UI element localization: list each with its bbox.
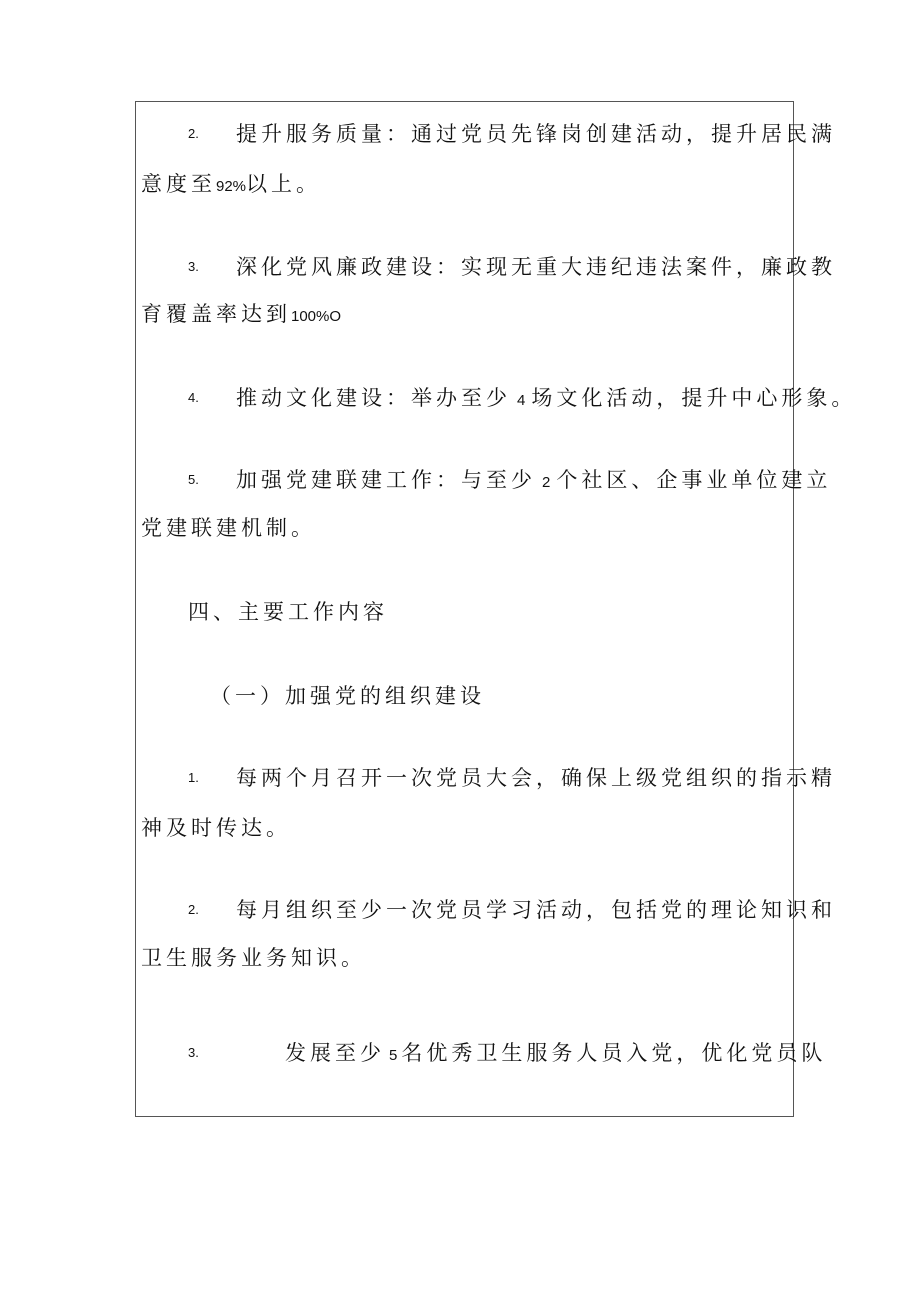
- item-text-line: [285, 1040, 826, 1069]
- item-text-line: [141, 171, 321, 200]
- item-text-line: 每两个月召开一次党员大会，确保上级党组织的指示精: [236, 766, 836, 790]
- text-span: 育覆盖率达到: [141, 302, 291, 326]
- text-span: 意度至: [141, 172, 216, 196]
- item-text-line: 每月组织至少一次党员学习活动，包括党的理论知识和: [236, 898, 836, 922]
- text-span: 推动文化建设：举办至少: [236, 386, 511, 410]
- item-number: 1.: [188, 770, 199, 785]
- item-text-line: 党建联建机制。: [141, 516, 316, 540]
- count: 5: [389, 1047, 398, 1064]
- percentage: 92%: [216, 178, 247, 195]
- text-span: 加强党建联建工作：与至少: [236, 468, 536, 492]
- subsection-heading: （一）加强党的组织建设: [210, 684, 485, 708]
- item-number: 5.: [188, 472, 199, 487]
- item-text-line: 卫生服务业务知识。: [141, 946, 366, 970]
- item-text-line: [236, 467, 831, 496]
- text-span: 场文化活动，提升中心形象。: [531, 386, 857, 410]
- item-number: 2.: [188, 902, 199, 917]
- item-text-line: 神及时传达。: [141, 816, 291, 840]
- item-text-line: 深化党风廉政建设：实现无重大违纪违法案件，廉政教: [236, 255, 836, 279]
- text-span: 个社区、企事业单位建立: [556, 468, 832, 492]
- item-number: 3.: [188, 1045, 199, 1060]
- count: 4: [517, 392, 526, 409]
- item-number: 3.: [188, 259, 199, 274]
- percentage: 100%O: [291, 308, 342, 325]
- item-text-line: [141, 301, 341, 330]
- section-heading: 四、主要工作内容: [188, 600, 388, 624]
- item-number: 4.: [188, 390, 199, 405]
- text-span: 以上。: [246, 172, 322, 196]
- count: 2: [542, 474, 551, 491]
- item-text-line: [236, 385, 856, 414]
- item-number: 2.: [188, 126, 199, 141]
- text-span: 名优秀卫生服务人员入党，优化党员队: [401, 1041, 827, 1065]
- item-text-line: 提升服务质量：通过党员先锋岗创建活动，提升居民满: [236, 122, 836, 146]
- text-span: 发展至少: [285, 1041, 385, 1065]
